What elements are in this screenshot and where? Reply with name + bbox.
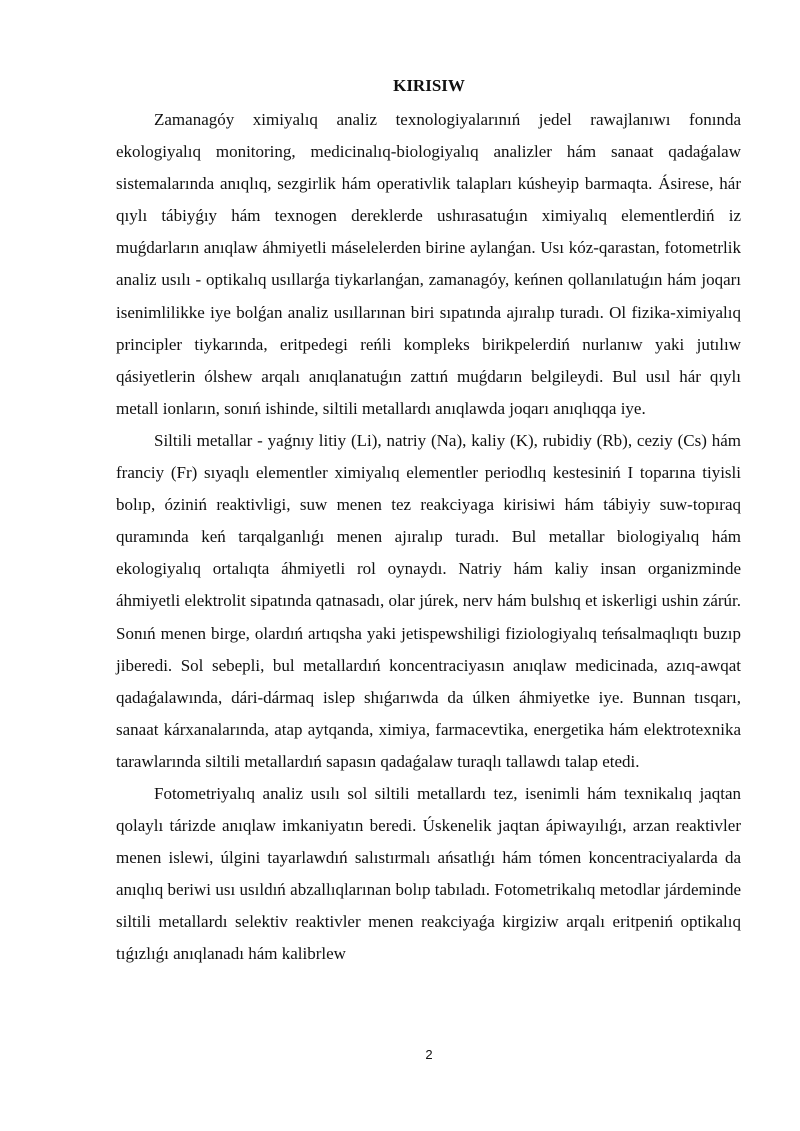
page-title: KIRISIW bbox=[393, 76, 465, 95]
body-text bbox=[116, 104, 741, 971]
paragraph-2: Siltili metallar - yaǵnıy litiy (Li), natriy (Na), kaliy (K), rubidiy (Rb), ceziy (Cs) hám franciy (Fr) sıyaqlı elementler ximiyalıq elementler periodlıq kestesiniń I toparına tiyisli bolıp, óziniń reaktivligi, suw menen tez reakciyaga kirisiwi hám tábiyiy suw-topıraq quramında keń tarqalganlıǵı menen ajıralıp turadı. Bul metallar biologiyalıq hám ekologiyalıq ortalıqta áhmiyetli rol oynaydı. Natriy hám kaliy insan organizminde áhmiyetli elektrolit sipatında qatnasadı, olar júrek, nerv hám bulshıq et iskerligi ushin zárúr. Sonıń menen birge, olardıń artıqsha yaki jetispewshiligi fiziologiyalıq teńsalmaqlıqtı buzıp jiberedi. Sol sebepli, bul metallardıń koncentraciyasın anıqlaw medicinada, azıq-awqat qadaǵalawında, dári-dármaq islep shıǵarıwda da úlken áhmiyetke iye. Bunnan tısqarı, sanaat kárxanalarında, atap aytqanda, ximiya, farmacevtika, energetika hám elektrotexnika tarawlarında siltili metallardıń sapasın qadaǵalaw turaqlı tallawdı talap etedi. bbox=[116, 430, 741, 771]
paragraph-3: Fotometriyalıq analiz usılı sol siltili metallardı tez, isenimli hám texnikalıq jaqtan qolaylı tárizde anıqlaw imkaniyatın beredi. Úskenelik jaqtan ápiwayılıǵı, arzan reaktivler menen islewi, úlgini tayarlawdıń salıstırmalı ańsatlıǵı hám tómen koncentraciyalarda da anıqlıq beriwi usı usıldıń abzallıqlarınan bolıp tabıladı. Fotometrikalıq metodlar járdeminde siltili metallardı selektiv reaktivler menen reakciyaǵa kirgiziw arqalı eritpeniń optikalıq tıǵızlıǵı anıqlanadı hám kalibrlew bbox=[116, 783, 741, 964]
page-number: 2 bbox=[425, 1047, 433, 1062]
paragraph-1: Zamanagóy ximiyalıq analiz texnologiyalarınıń jedel rawajlanıwı fonında ekologiyalıq monitoring, medicinalıq-biologiyalıq analizler hám sanaat qadaǵalaw sistemalarında anıqlıq, sezgirlik hám operativlik talapları kúsheyip barmaqta. Ásirese, hár qıylı tábiyǵıy hám texnogen dereklerde ushırasatuǵın ximiyalıq elementlerdiń iz muǵdarların anıqlaw áhmiyetli máselelerden birine aylanǵan. Usı kóz-qarastan, fotometrlik analiz usılı - optikalıq usıllarǵa tiykarlanǵan, zamanagóy, keńnen qollanılatuǵın hám joqarı isenimlilikke iye bolǵan analiz usıllarınan biri sıpatında ajıralıp turadı. Ol fizika-ximiyalıq principler tiykarında, eritpedegi reńli kompleks birikpelerdiń nurlanıw yaki jutılıw qásiyetlerin ólshew arqalı anıqlanatuǵın zattıń muǵdarın belgileydi. Bul usıl hár qıylı metall ionların, sonıń ishinde, siltili metallardı anıqlawda joqarı anıqlıqqa iye. bbox=[116, 110, 741, 418]
